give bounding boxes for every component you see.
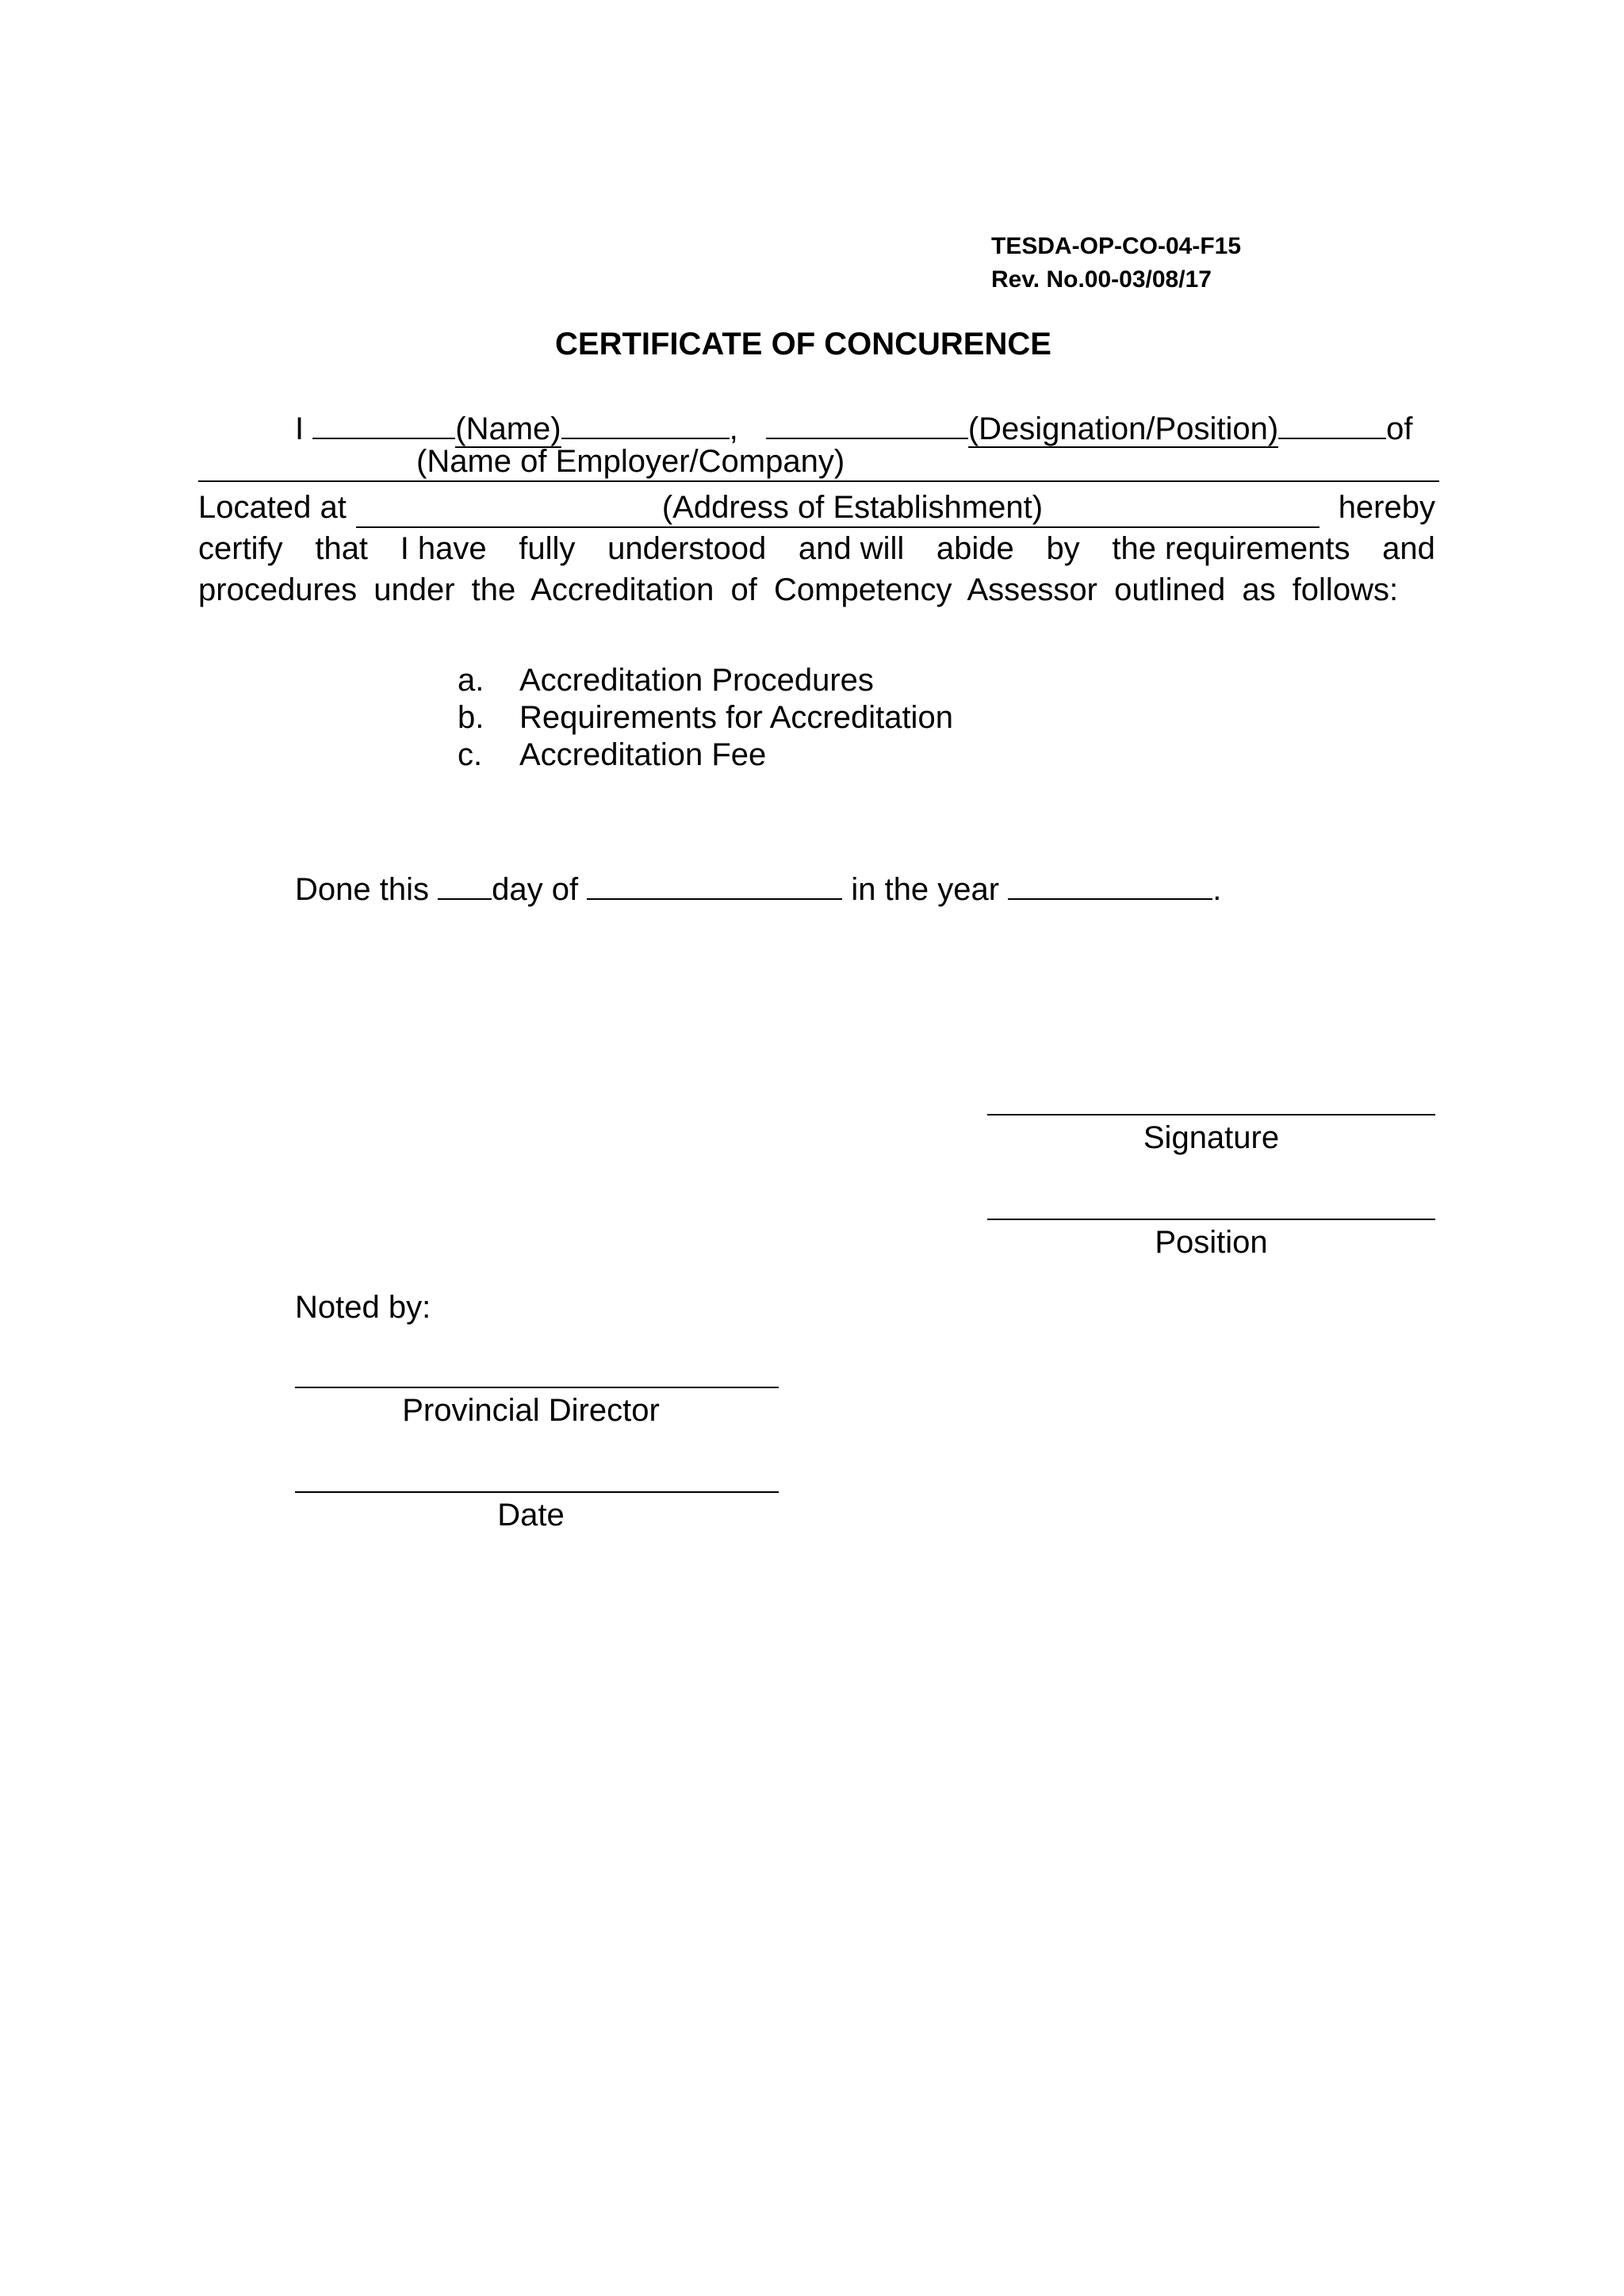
word: Accreditation of Competency	[530, 572, 952, 607]
list-item	[458, 663, 874, 698]
word: the requirements	[1112, 531, 1350, 566]
word: abide	[936, 531, 1014, 566]
address-field[interactable]	[356, 490, 1329, 530]
word: and	[1382, 531, 1435, 566]
provincial-director-line[interactable]	[295, 1387, 779, 1388]
hereby-word: hereby	[1338, 490, 1435, 525]
word: procedures	[198, 572, 358, 607]
designation-blank-right[interactable]	[1278, 406, 1386, 439]
day-field[interactable]	[438, 867, 492, 900]
done-line	[295, 867, 1221, 908]
comma: ,	[729, 411, 738, 446]
word: Assessor outlined	[967, 572, 1226, 607]
list-marker: b.	[458, 700, 485, 735]
word: by	[1046, 531, 1080, 566]
word: under the	[373, 572, 516, 607]
list-text: Accreditation Fee	[519, 737, 767, 772]
day-of-label: day of	[492, 872, 579, 907]
list-marker: c.	[458, 737, 483, 772]
word: and will	[798, 531, 905, 566]
paragraph-line-1	[295, 406, 1413, 447]
form-code: TESDA-OP-CO-04-F15	[991, 233, 1242, 259]
date-line[interactable]	[295, 1491, 779, 1493]
located-at-label: Located at	[198, 490, 347, 525]
document-title: CERTIFICATE OF CONCURENCE	[555, 327, 1051, 362]
address-underline	[356, 526, 1320, 528]
word-of: of	[1386, 411, 1413, 446]
date-label: Date	[497, 1498, 565, 1533]
position-line[interactable]	[987, 1219, 1435, 1220]
designation-placeholder: (Designation/Position)	[967, 411, 1279, 446]
list-text: Requirements for Accreditation	[519, 700, 953, 735]
paragraph-line-4	[198, 531, 1435, 571]
month-field[interactable]	[587, 867, 842, 900]
word: fully	[519, 531, 576, 566]
period: .	[1212, 872, 1222, 907]
noted-by-label: Noted by:	[295, 1290, 431, 1325]
name-blank-left[interactable]	[312, 406, 455, 439]
signature-line[interactable]	[987, 1114, 1435, 1115]
paragraph-line-5	[198, 572, 1398, 608]
list-marker: a.	[458, 663, 485, 698]
revision-number: Rev. No.00-03/08/17	[991, 266, 1212, 293]
signature-label: Signature	[1143, 1120, 1280, 1155]
paragraph-line-3	[198, 490, 1435, 530]
year-field[interactable]	[1008, 867, 1212, 900]
word: I have	[400, 531, 487, 566]
list-text: Accreditation Procedures	[519, 663, 874, 698]
provincial-director-label: Provincial Director	[402, 1393, 660, 1428]
name-blank-right[interactable]	[561, 406, 730, 439]
pronoun-i: I	[295, 411, 304, 446]
employer-placeholder: (Name of Employer/Company)	[416, 444, 845, 479]
position-label: Position	[1155, 1225, 1268, 1260]
in-the-year-label: in the year	[851, 872, 1000, 907]
list-item	[458, 700, 953, 736]
name-placeholder: (Name)	[455, 411, 561, 446]
employer-line[interactable]	[198, 480, 1439, 482]
list-item	[458, 737, 766, 773]
word: certify	[198, 531, 283, 566]
address-placeholder: (Address of Establishment)	[661, 490, 1044, 525]
word: that	[315, 531, 369, 566]
word: understood	[607, 531, 767, 566]
word: as follows:	[1242, 572, 1399, 607]
designation-blank-left[interactable]	[766, 406, 968, 439]
done-this-label: Done this	[295, 872, 429, 907]
